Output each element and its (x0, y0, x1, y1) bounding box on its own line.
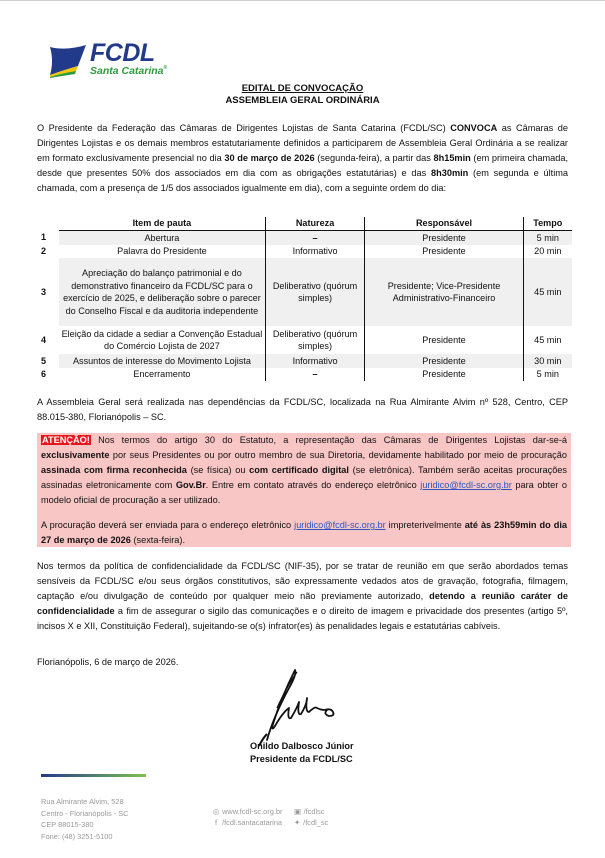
facebook-icon: f (214, 818, 218, 827)
attention-paragraph: ATENÇÃO! Nos termos do artigo 30 do Estatuto, a representação das Câmaras de Dirigentes Lojistas dar-se-á exclusivamente por seus Presidentes ou por outro membro de sua Diretoria, devidamente habilitado por meio de procuração assinada com firma reconhecida (se física) ou com certificado digital (se eletrônica). Também serão aceitas procurações assinadas eletronicamente com Gov.Br. Entre em contato através do endereço eletrônico juridico@fcdl-sc.org.br para obter o modelo oficial de procuração a ser utilizado. (41, 435, 568, 505)
agenda-row-number: 4 (37, 326, 59, 354)
agenda-header-responsavel: Responsável (365, 217, 523, 231)
agenda-row-number: 5 (37, 354, 59, 368)
confidentiality-paragraph: Nos termos da política de confidencialidade da FCDL/SC (NIF-35), por se tratar de reunião em que serão abordados temas sensíveis da FCDL/SC e/ou seus órgãos constitutivos, são expressamente vedados atos de gravação, fotografia, filmagem, captação e/ou divulgação de conteúdo por qualquer meio não previamente autorizado, detendo a reunião caráter de confidencialidade a fim de assegurar o sigilo das comunicações e o direito de imagem e privacidade dos presentes (artigo 5º, incisos X e XII, Constituição Federal), sujeitando-se o(s) infrator(es) às penalidades legais e estatutárias cabíveis. (37, 561, 568, 631)
legal-email-link[interactable]: juridico@fcdl-sc.org.br (420, 480, 512, 490)
agenda-row (37, 326, 572, 354)
agenda-row-tempo: 45 min (523, 258, 572, 326)
footer-twitter[interactable]: ✦ /fcdl_sc (294, 818, 329, 827)
footer-website[interactable]: ◎ www.fcdl-sc.org.br (212, 807, 283, 816)
logo-subtitle: Santa Catarina® (90, 65, 168, 77)
agenda-row-number: 6 (37, 368, 59, 382)
agenda-row-tempo: 5 min (523, 231, 572, 245)
footer-facebook[interactable]: f /fcdl.santacatarina (212, 818, 282, 827)
signer-block (250, 740, 354, 765)
agenda-row-natureza: Informativo (265, 245, 365, 259)
signature-image (237, 668, 357, 748)
legal-email-link[interactable]: juridico@fcdl-sc.org.br (294, 520, 386, 530)
agenda-row-tempo: 20 min (534, 246, 562, 256)
agenda-header-natureza: Natureza (265, 217, 365, 231)
agenda-row-number: 1 (37, 231, 59, 245)
agenda-row-natureza: Deliberativo (quórum simples) (265, 326, 365, 354)
agenda-row-natureza: – (265, 231, 365, 245)
instagram-icon: ▣ (294, 807, 301, 816)
agenda-row-item: Encerramento (59, 368, 265, 382)
agenda-row-responsavel: Presidente; Vice-Presidente Administrativo-Financeiro (365, 258, 523, 326)
agenda-row (37, 231, 572, 245)
agenda-row-item: Assuntos de interesse do Movimento Lojista (59, 354, 265, 368)
fcdl-logo (44, 39, 174, 80)
top-border (0, 0, 605, 1)
footer-address-line: Rua Almirante Alvim, 528 (41, 797, 124, 806)
agenda-header-tempo: Tempo (523, 217, 572, 231)
attention-box (37, 433, 571, 547)
agenda-row (37, 368, 572, 382)
footer-address-line: Centro - Florianópolis - SC (41, 808, 129, 818)
globe-icon: ◎ (212, 807, 220, 816)
agenda-row (37, 245, 572, 259)
agenda-table (37, 217, 572, 381)
attention-deadline-paragraph: A procuração deverá ser enviada para o endereço eletrônico juridico@fcdl-sc.org.br impreterivelmente até às 23h59min do dia 27 de março de 2026 (sexta-feira). (41, 520, 568, 545)
footer-address (41, 796, 129, 842)
agenda-row-item: Palavra do Presidente (59, 245, 265, 259)
agenda-row-responsavel: Presidente (365, 245, 523, 259)
document-subtitle: ASSEMBLEIA GERAL ORDINÁRIA (225, 95, 380, 106)
twitter-icon: ✦ (294, 818, 301, 827)
agenda-row-number: 3 (37, 258, 59, 326)
agenda-row-responsavel: Presidente (365, 354, 523, 368)
agenda-row-tempo: 30 min (523, 354, 572, 368)
location-paragraph: A Assembleia Geral será realizada nas dependências da FCDL/SC, localizada na Rua Almirante Alvim nº 528, Centro, CEP 88.015-380, Florianópolis – SC. (37, 397, 568, 422)
agenda-row-responsavel: Presidente (365, 231, 523, 245)
date-line: Florianópolis, 6 de março de 2026. (37, 657, 179, 667)
footer-instagram[interactable]: ▣ /fcdlsc (294, 807, 325, 816)
agenda-row (37, 258, 572, 326)
agenda-row-responsavel: Presidente (365, 368, 523, 382)
agenda-row-natureza: Informativo (265, 354, 365, 368)
attention-label: ATENÇÃO! (42, 435, 90, 445)
agenda-header-item: Item de pauta (59, 217, 265, 231)
agenda-row-tempo: 5 min (536, 369, 559, 379)
agenda-row-item: Apreciação do balanço patrimonial e do demonstrativo financeiro da FCDL/SC para o exercício de 2025, e deliberação sobre o parecer do Conselho Fiscal e da auditoria independente (59, 258, 265, 326)
agenda-row-responsavel: Presidente (365, 326, 523, 354)
agenda-header-num (37, 217, 59, 231)
footer-gradient-bar (41, 774, 146, 777)
agenda-row-natureza: Deliberativo (quórum simples) (265, 258, 365, 326)
signer-name: Onildo Dalbosco Júnior (250, 741, 354, 751)
agenda-row-natureza: – (265, 368, 365, 382)
fcdl-logo-mark-icon (44, 44, 88, 78)
document-title: EDITAL DE CONVOCAÇÃO (241, 83, 364, 94)
footer-address-line: CEP 88015-380 (41, 820, 94, 829)
logo-fcdl-text: FCDL (90, 39, 155, 67)
agenda-row-item: Abertura (59, 231, 265, 245)
footer-links (212, 806, 328, 828)
agenda-row-tempo: 45 min (534, 334, 562, 345)
intro-paragraph: O Presidente da Federação das Câmaras de Dirigentes Lojistas de Santa Catarina (FCDL/SC) CONVOCA as Câmaras de Dirigentes Lojistas e os demais membros estatutariamente definidos a participarem de Assembleia Geral Ordinária a se realizar em formato exclusivamente presencial no dia 30 de março de 2026 (segunda-feira), a partir das 8h15min (em primeira chamada, desde que presentes 50% dos associados em dia com as obrigações estatutárias) e das 8h30min (em segunda e última chamada, com a presença de 1/5 dos associados igualmente em dia), com a seguinte ordem do dia: (37, 123, 569, 193)
agenda-header-row (37, 217, 572, 231)
agenda-row-item: Eleição da cidade a sediar a Convenção Estadual do Comércio Lojista de 2027 (59, 326, 265, 354)
agenda-row-number: 2 (37, 245, 59, 259)
signer-role: Presidente da FCDL/SC (250, 753, 353, 764)
agenda-row (37, 354, 572, 368)
footer-phone: Fone: (48) 3251-5100 (41, 831, 113, 841)
